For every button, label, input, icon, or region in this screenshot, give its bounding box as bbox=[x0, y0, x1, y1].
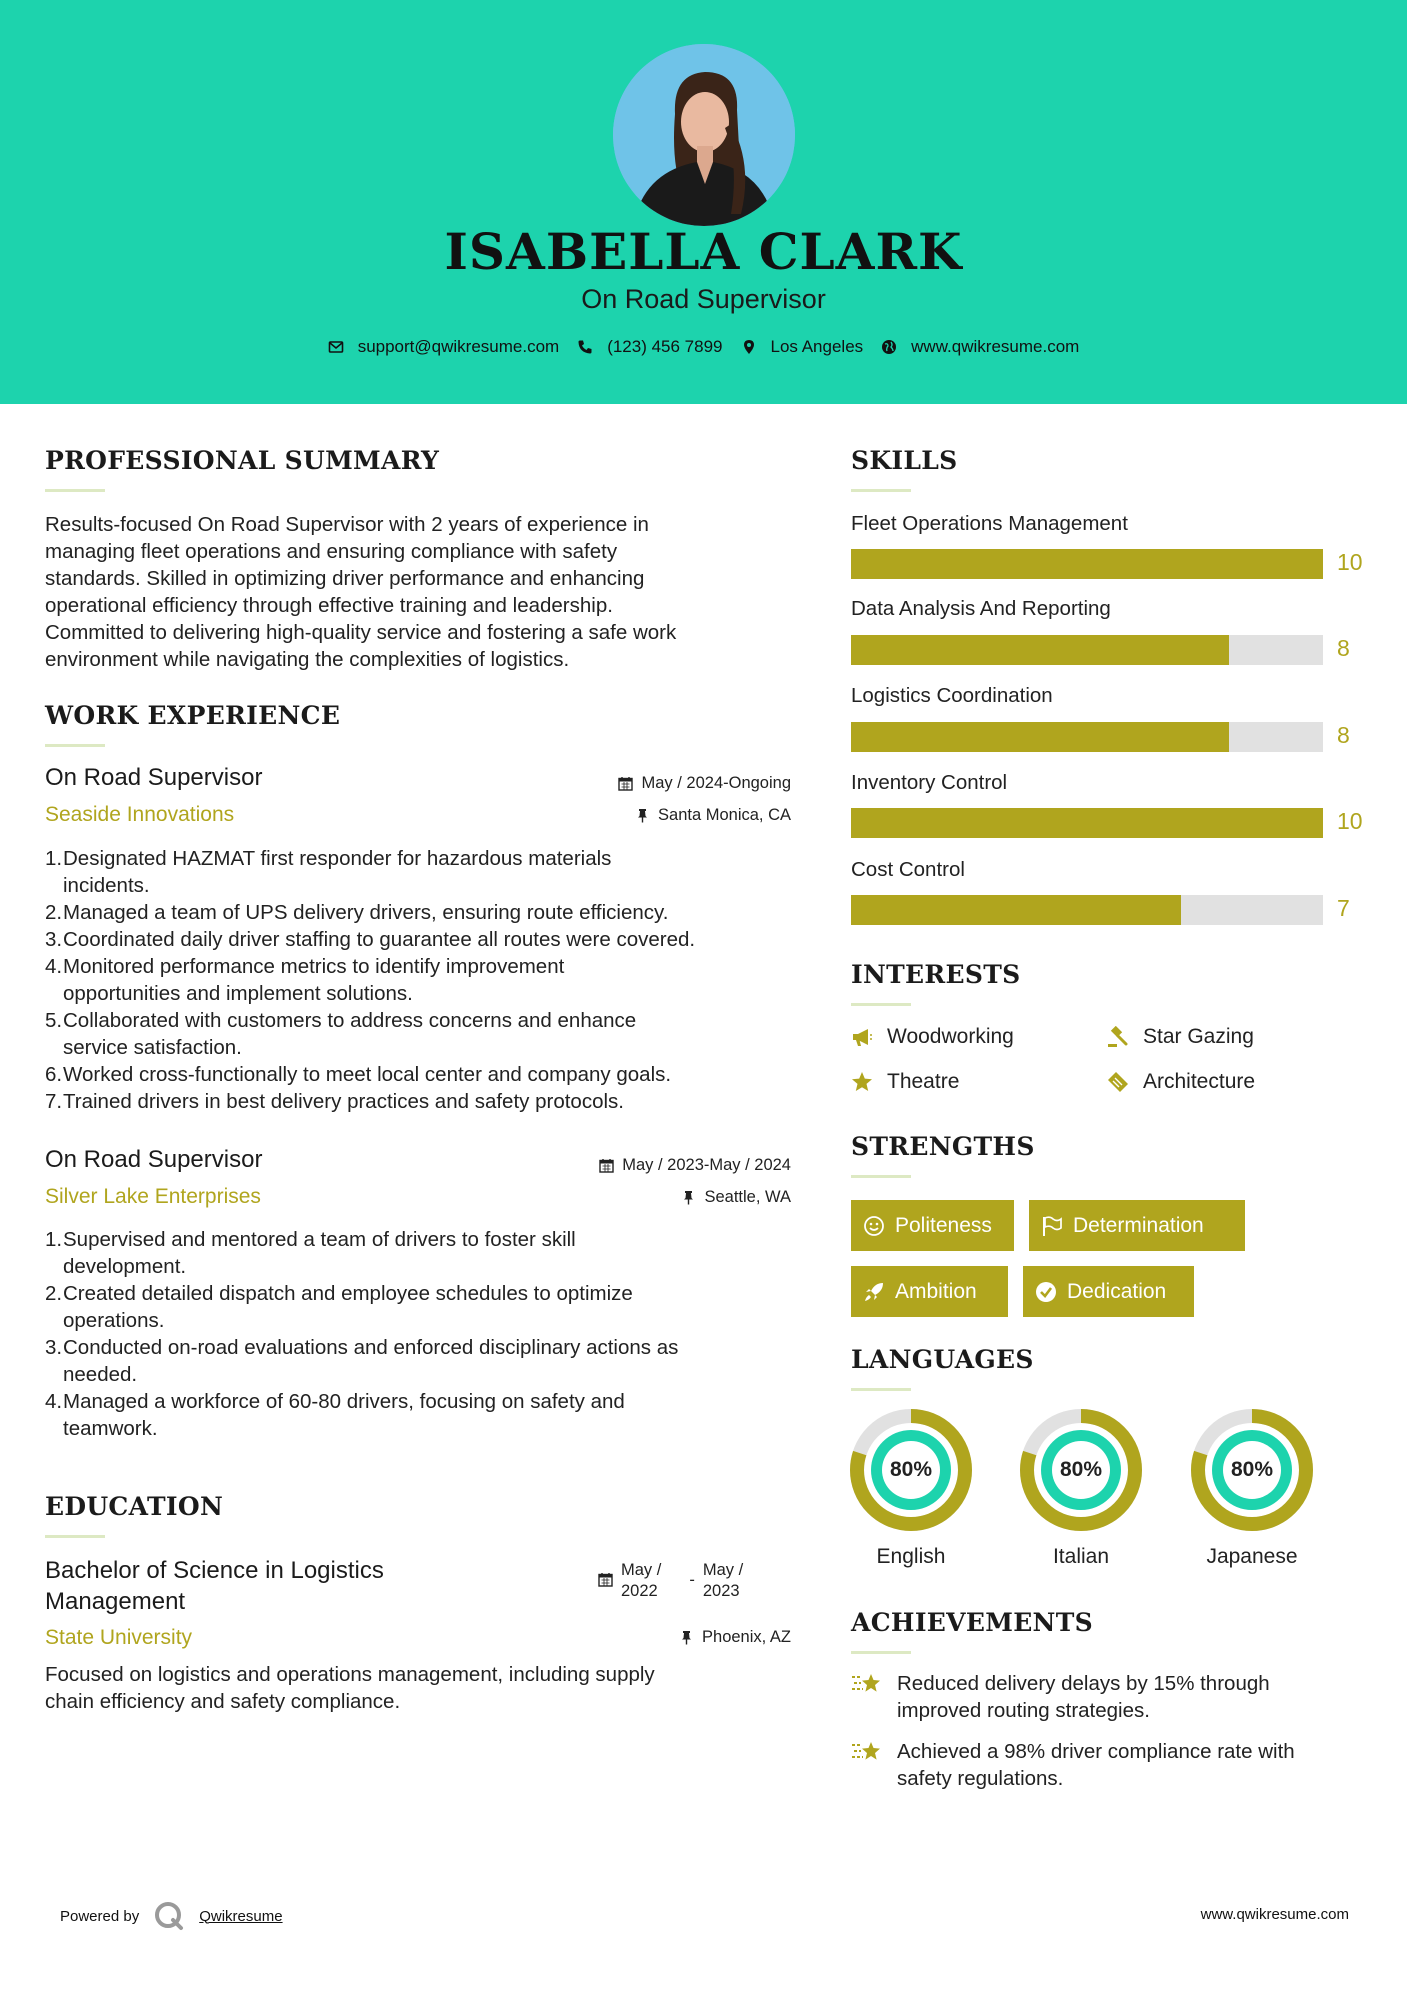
summary-line: Committed to delivering high-quality service and fostering a safe work bbox=[45, 621, 677, 644]
list-number: 1. bbox=[45, 847, 63, 870]
interest-label: Architecture bbox=[1143, 1070, 1256, 1093]
education-start bbox=[621, 1560, 661, 1602]
summary-heading: PROFESSIONAL SUMMARY bbox=[45, 446, 440, 475]
education-rule bbox=[45, 1535, 105, 1538]
list-line: Created detailed dispatch and employee schedules to optimize bbox=[63, 1282, 633, 1305]
skill-bar-track bbox=[851, 635, 1323, 665]
skill-bar-track bbox=[851, 808, 1323, 838]
achievement-line: improved routing strategies. bbox=[897, 1699, 1150, 1722]
email-text: support@qwikresume.com bbox=[357, 337, 560, 356]
skill-bar-track bbox=[851, 549, 1323, 579]
skill-bar-fill bbox=[851, 549, 1323, 579]
job-company: Seaside Innovations bbox=[45, 803, 235, 826]
list-line: service satisfaction. bbox=[63, 1036, 242, 1059]
thumbtack-icon bbox=[679, 1630, 694, 1645]
smile-icon bbox=[863, 1215, 885, 1237]
strength-chip bbox=[1023, 1266, 1194, 1317]
flag-icon bbox=[1041, 1215, 1063, 1237]
language-ring bbox=[1020, 1409, 1142, 1531]
list-number: 3. bbox=[45, 1336, 63, 1359]
strength-chip bbox=[851, 1200, 1014, 1251]
languages-rule bbox=[851, 1388, 911, 1391]
list-line: Managed a team of UPS delivery drivers, ensuring route efficiency. bbox=[63, 901, 669, 924]
language-name: Japanese bbox=[1206, 1545, 1298, 1568]
list-item bbox=[45, 1388, 805, 1442]
shooting-star-icon bbox=[851, 1670, 883, 1698]
list-number: 4. bbox=[45, 955, 63, 978]
header-banner bbox=[0, 0, 1407, 404]
languages-heading: LANGUAGES bbox=[851, 1345, 1034, 1374]
job-location-text: Santa Monica, CA bbox=[658, 806, 791, 824]
brand-link[interactable]: Qwikresume bbox=[199, 1907, 283, 1925]
skill-bar-fill bbox=[851, 722, 1229, 752]
thumbtack-icon bbox=[681, 1190, 696, 1205]
list-line: Trained drivers in best delivery practices and safety protocols. bbox=[63, 1090, 624, 1113]
interests-heading: INTERESTS bbox=[851, 960, 1021, 989]
list-line: Worked cross-functionally to meet local center and company goals. bbox=[63, 1063, 672, 1086]
skill-value: 8 bbox=[1337, 722, 1350, 748]
strength-label: Determination bbox=[1073, 1213, 1204, 1237]
degree-line: Management bbox=[45, 1588, 186, 1615]
rocket-icon bbox=[863, 1281, 885, 1303]
achievement-line: Achieved a 98% driver compliance rate with bbox=[897, 1740, 1295, 1763]
school-location-text: Phoenix, AZ bbox=[702, 1628, 791, 1646]
avatar bbox=[613, 44, 795, 226]
envelope-icon bbox=[328, 339, 344, 355]
list-number: 2. bbox=[45, 901, 63, 924]
job-location bbox=[540, 1188, 791, 1207]
star-icon bbox=[851, 1071, 873, 1093]
education-line: chain efficiency and safety compliance. bbox=[45, 1690, 401, 1713]
summary-line: managing fleet operations and ensuring compliance with safety bbox=[45, 540, 618, 563]
language-percent: 80% bbox=[1059, 1458, 1103, 1481]
job-company: Silver Lake Enterprises bbox=[45, 1185, 261, 1208]
candidate-title: On Road Supervisor bbox=[581, 284, 826, 314]
profile-photo bbox=[613, 44, 795, 226]
skill-bar-fill bbox=[851, 808, 1323, 838]
contact-email[interactable] bbox=[328, 337, 560, 357]
end-month: May / bbox=[702, 1561, 744, 1579]
achievement-item bbox=[851, 1738, 1371, 1792]
phone-icon bbox=[577, 339, 593, 355]
job-duties bbox=[45, 845, 805, 1115]
shooting-star-icon bbox=[851, 1738, 883, 1766]
list-item bbox=[45, 926, 805, 953]
language-ring bbox=[850, 1409, 972, 1531]
strengths-heading: STRENGTHS bbox=[851, 1132, 1035, 1161]
list-item bbox=[45, 845, 805, 899]
list-line: Monitored performance metrics to identify improvement bbox=[63, 955, 565, 978]
list-line: opportunities and implement solutions. bbox=[63, 982, 413, 1005]
list-item bbox=[45, 953, 805, 1007]
summary-text bbox=[45, 511, 805, 673]
education-dates bbox=[598, 1560, 743, 1602]
summary-line: operational efficiency through effective training and leadership. bbox=[45, 594, 613, 617]
list-number: 2. bbox=[45, 1282, 63, 1305]
skills-heading: SKILLS bbox=[851, 446, 958, 475]
footer-website[interactable]: www.qwikresume.com bbox=[1200, 1906, 1349, 1923]
ticket-icon bbox=[1107, 1071, 1129, 1093]
phone-text: (123) 456 7899 bbox=[607, 337, 723, 356]
location-text: Los Angeles bbox=[770, 337, 864, 356]
list-line: incidents. bbox=[63, 874, 150, 897]
calendar-icon bbox=[599, 1158, 614, 1173]
list-line: development. bbox=[63, 1255, 187, 1278]
list-number: 3. bbox=[45, 928, 63, 951]
candidate-name: ISABELLA CLARK bbox=[444, 222, 963, 281]
strength-label: Ambition bbox=[895, 1279, 977, 1303]
website-text: www.qwikresume.com bbox=[911, 337, 1080, 356]
strength-chip bbox=[851, 1266, 1008, 1317]
job-date-text: May / 2023-May / 2024 bbox=[622, 1156, 791, 1174]
calendar-icon bbox=[598, 1572, 613, 1587]
skill-label: Fleet Operations Management bbox=[851, 512, 1128, 535]
list-item bbox=[45, 1226, 805, 1280]
interest-item bbox=[851, 1025, 1014, 1049]
list-line: Supervised and mentored a team of drivers to foster skill bbox=[63, 1228, 576, 1251]
list-line: Coordinated daily driver staffing to guarantee all routes were covered. bbox=[63, 928, 696, 951]
calendar-icon bbox=[618, 776, 633, 791]
achievement-line: Reduced delivery delays by 15% through bbox=[897, 1672, 1270, 1695]
contact-location bbox=[741, 337, 864, 357]
school-name: State University bbox=[45, 1626, 193, 1649]
skills-rule bbox=[851, 489, 911, 492]
education-line: Focused on logistics and operations management, including supply bbox=[45, 1663, 655, 1686]
thumbtack-icon bbox=[635, 808, 650, 823]
footer-powered-by bbox=[60, 1900, 283, 1932]
map-pin-icon bbox=[741, 339, 757, 355]
interest-label: Star Gazing bbox=[1143, 1025, 1254, 1048]
degree-title bbox=[45, 1555, 384, 1617]
list-number: 7. bbox=[45, 1090, 63, 1113]
list-number: 6. bbox=[45, 1063, 63, 1086]
interest-item bbox=[1107, 1070, 1255, 1094]
list-line: Managed a workforce of 60-80 drivers, focusing on safety and bbox=[63, 1390, 625, 1413]
interest-item bbox=[851, 1070, 959, 1094]
list-line: teamwork. bbox=[63, 1417, 158, 1440]
date-separator: - bbox=[689, 1571, 695, 1589]
degree-line: Bachelor of Science in Logistics bbox=[45, 1557, 384, 1584]
achievements-heading: ACHIEVEMENTS bbox=[851, 1608, 1093, 1637]
school-location bbox=[540, 1628, 791, 1647]
powered-by-text: Powered by bbox=[60, 1907, 140, 1925]
start-year: 2022 bbox=[621, 1582, 658, 1600]
interest-label: Theatre bbox=[887, 1070, 960, 1093]
skill-label: Data Analysis And Reporting bbox=[851, 597, 1111, 620]
skill-bar-track bbox=[851, 722, 1323, 752]
qwikresume-logo-icon bbox=[153, 1900, 185, 1932]
skill-label: Logistics Coordination bbox=[851, 684, 1053, 707]
list-line: Conducted on-road evaluations and enforced disciplinary actions as bbox=[63, 1336, 679, 1359]
list-number: 1. bbox=[45, 1228, 63, 1251]
skill-bar-fill bbox=[851, 635, 1229, 665]
job-location bbox=[540, 806, 791, 825]
language-ring bbox=[1191, 1409, 1313, 1531]
strength-label: Politeness bbox=[895, 1213, 992, 1237]
achievements-rule bbox=[851, 1651, 911, 1654]
education-heading: EDUCATION bbox=[45, 1492, 224, 1521]
achievement-line: safety regulations. bbox=[897, 1767, 1064, 1790]
list-item bbox=[45, 1334, 805, 1388]
summary-line: Results-focused On Road Supervisor with 2 years of experience in bbox=[45, 513, 649, 536]
megaphone-icon bbox=[851, 1026, 873, 1048]
skill-value: 10 bbox=[1337, 549, 1363, 575]
start-month: May / bbox=[621, 1561, 662, 1579]
language-percent: 80% bbox=[889, 1458, 933, 1481]
job-title: On Road Supervisor bbox=[45, 1146, 263, 1173]
job-title: On Road Supervisor bbox=[45, 764, 263, 791]
gavel-icon bbox=[1107, 1026, 1129, 1048]
skill-bar-fill bbox=[851, 895, 1181, 925]
list-line: needed. bbox=[63, 1363, 138, 1386]
list-item bbox=[45, 1061, 805, 1088]
summary-rule bbox=[45, 489, 105, 492]
end-year: 2023 bbox=[702, 1582, 740, 1600]
skill-value: 8 bbox=[1337, 635, 1350, 661]
job-duties bbox=[45, 1226, 805, 1442]
language-percent: 80% bbox=[1230, 1458, 1274, 1481]
list-line: Collaborated with customers to address concerns and enhance bbox=[63, 1009, 637, 1032]
list-number: 4. bbox=[45, 1390, 63, 1413]
job-location-text: Seattle, WA bbox=[704, 1188, 791, 1206]
skill-label: Cost Control bbox=[851, 858, 965, 881]
skill-label: Inventory Control bbox=[851, 771, 1008, 794]
job-date bbox=[540, 1156, 791, 1175]
check-circle-icon bbox=[1035, 1281, 1057, 1303]
list-item bbox=[45, 1088, 805, 1115]
achievement-text bbox=[897, 1670, 1270, 1724]
strength-label: Dedication bbox=[1067, 1279, 1167, 1303]
summary-line: environment while navigating the complexities of logistics. bbox=[45, 648, 570, 671]
experience-rule bbox=[45, 744, 105, 747]
skill-value: 10 bbox=[1337, 808, 1363, 834]
interests-rule bbox=[851, 1003, 911, 1006]
achievement-item bbox=[851, 1670, 1371, 1724]
list-line: operations. bbox=[63, 1309, 165, 1332]
list-line: Designated HAZMAT first responder for hazardous materials bbox=[63, 847, 612, 870]
skill-bar-track bbox=[851, 895, 1323, 925]
strengths-rule bbox=[851, 1175, 911, 1178]
list-item bbox=[45, 1280, 805, 1334]
experience-heading: WORK EXPERIENCE bbox=[45, 701, 341, 730]
interest-item bbox=[1107, 1025, 1254, 1049]
contact-bar bbox=[0, 337, 1407, 357]
skill-value: 7 bbox=[1337, 895, 1350, 921]
job-date bbox=[540, 774, 791, 793]
list-item bbox=[45, 1007, 805, 1061]
list-number: 5. bbox=[45, 1009, 63, 1032]
education-end bbox=[703, 1560, 743, 1602]
achievement-text bbox=[897, 1738, 1295, 1792]
interest-label: Woodworking bbox=[887, 1025, 1014, 1048]
job-date-text: May / 2024-Ongoing bbox=[641, 774, 791, 792]
globe-icon bbox=[881, 339, 897, 355]
strength-chip bbox=[1029, 1200, 1245, 1251]
contact-phone[interactable] bbox=[577, 337, 722, 357]
summary-line: standards. Skilled in optimizing driver performance and enhancing bbox=[45, 567, 645, 590]
language-name: English bbox=[876, 1545, 946, 1568]
language-name: Italian bbox=[1052, 1545, 1110, 1568]
contact-website[interactable] bbox=[881, 337, 1079, 357]
education-description bbox=[45, 1661, 805, 1715]
list-item bbox=[45, 899, 805, 926]
